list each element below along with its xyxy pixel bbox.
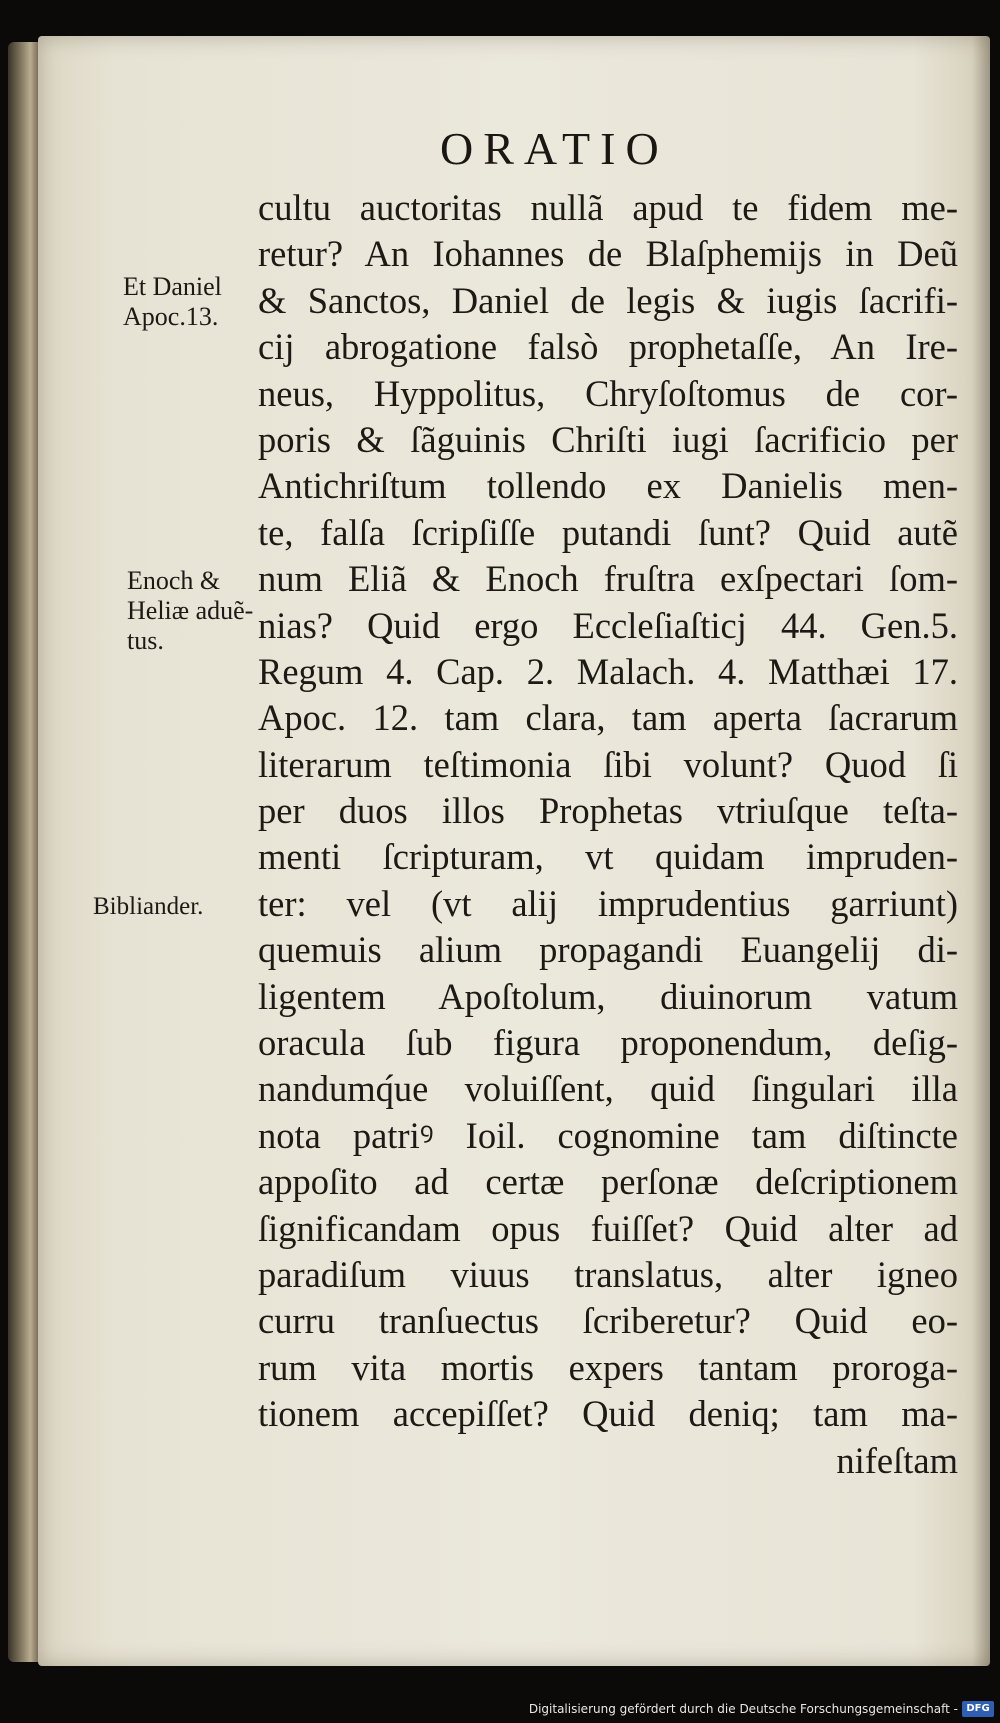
funding-credit: Digitalisierung gefördert durch die Deutsche Forschungsgemeinschaft - xyxy=(528,1702,958,1716)
text-line: literarum teſtimonia ſibi volunt? Quod ſi xyxy=(258,743,958,785)
text-line: menti ſcripturam, vt quidam impruden- xyxy=(258,836,958,878)
text-line: rum vita mortis expers tantam proroga- xyxy=(258,1346,958,1388)
text-line: nias? Quid ergo Eccleſiaſticj 44. Gen.5. xyxy=(258,604,958,646)
text-line: tionem accepiſſet? Quid deniq; tam ma- xyxy=(258,1393,958,1435)
text-line: Regum 4. Cap. 2. Malach. 4. Matthæi 17. xyxy=(258,650,958,692)
marginal-note-line: Bibliander. xyxy=(93,893,204,920)
text-line: Antichriſtum tollendo ex Danielis men- xyxy=(258,465,958,507)
book-edge xyxy=(8,42,40,1662)
text-line: quemuis alium propagandi Euangelij di- xyxy=(258,929,958,971)
marginal-note-bibliander xyxy=(93,892,203,922)
marginal-note-enoch xyxy=(127,566,253,656)
dfg-logo: DFG xyxy=(962,1701,994,1717)
text-line: ter: vel (vt alij imprudentius garriunt) xyxy=(258,882,958,924)
text-line: nandumq́ue voluiſſent, quid ſingulari illa xyxy=(258,1068,958,1110)
text-line: nota patriꝰ Ioil. cognomine tam diſtincte xyxy=(258,1114,958,1156)
text-line-catchword: nifeſtam xyxy=(836,1439,958,1481)
page-gutter-shadow xyxy=(972,36,990,1666)
text-line: & Sanctos, Daniel de legis & iugis ſacrifi- xyxy=(258,279,958,321)
marginal-note-line: tus. xyxy=(127,626,164,655)
text-line: per duos illos Prophetas vtriuſque teſta- xyxy=(258,790,958,832)
text-line: curru tranſuectus ſcriberetur? Quid eo- xyxy=(258,1300,958,1342)
text-line: retur? An Iohannes de Blaſphemijs in Deũ xyxy=(258,233,958,275)
marginal-note-line: Enoch & xyxy=(127,566,221,595)
text-line: cultu auctoritas nullã apud te fidem me- xyxy=(258,187,958,228)
text-line: ſignificandam opus fuiſſet? Quid alter ad xyxy=(258,1207,958,1249)
text-line: num Eliã & Enoch fruſtra exſpectari ſom- xyxy=(258,558,958,600)
text-line: neus, Hyppolitus, Chryſoſtomus de cor- xyxy=(258,372,958,414)
text-line: te, falſa ſcripſiſſe putandi ſunt? Quid autẽ xyxy=(258,511,958,553)
text-line: Apoc. 12. tam clara, tam aperta ſacrarum xyxy=(258,697,958,739)
text-line: oracula ſub figura proponendum, deſig- xyxy=(258,1022,958,1064)
text-line: poris & ſãguinis Chriſti iugi ſacrificio per xyxy=(258,418,958,460)
marginal-note-line: Et Daniel xyxy=(123,272,222,301)
text-line: appoſito ad certæ perſonæ deſcriptionem xyxy=(258,1161,958,1203)
text-line: paradiſum viuus translatus, alter igneo xyxy=(258,1253,958,1295)
running-header: ORATIO xyxy=(440,123,669,174)
body-text xyxy=(258,185,958,1484)
marginal-note-daniel xyxy=(123,272,222,332)
marginal-note-line: Apoc.13. xyxy=(123,302,219,331)
text-line: cij abrogatione falsò prophetaſſe, An Ire- xyxy=(258,326,958,368)
digitization-footer xyxy=(0,1683,1000,1723)
text-line: ligentem Apoſtolum, diuinorum vatum xyxy=(258,975,958,1017)
marginal-note-line: Heliæ aduẽ- xyxy=(127,596,254,625)
